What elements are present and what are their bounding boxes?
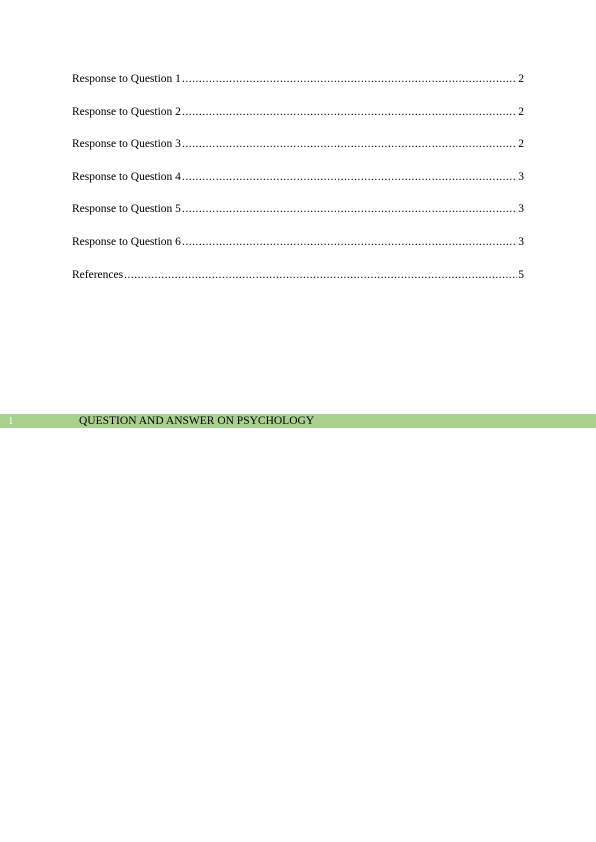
toc-entry-title: Response to Question 4 (72, 170, 181, 183)
toc-entry-page: 2 (518, 73, 524, 85)
running-head: QUESTION AND ANSWER ON PSYCHOLOGY (79, 415, 315, 427)
toc-entry-references[interactable] (72, 266, 524, 299)
toc-entry-question-6[interactable] (72, 233, 524, 266)
toc-entry-question-3[interactable] (72, 135, 524, 168)
toc-entry-page: 5 (518, 268, 524, 281)
table-of-contents (72, 70, 524, 298)
toc-dot-leader (182, 70, 517, 88)
toc-entry-question-4[interactable] (72, 168, 524, 201)
toc-entry-page: 2 (518, 105, 524, 118)
toc-entry-title: Response to Question 2 (72, 105, 181, 118)
toc-entry-page: 2 (518, 138, 524, 151)
toc-dot-leader (182, 135, 517, 153)
toc-entry-title: References (72, 268, 124, 281)
toc-entry-page: 3 (518, 203, 524, 216)
toc-entry-question-1[interactable] (72, 70, 524, 103)
toc-entry-title: Response to Question 5 (72, 203, 181, 216)
toc-dot-leader (182, 200, 517, 218)
toc-dot-leader (182, 168, 517, 186)
page-header-band (0, 414, 596, 428)
toc-dot-leader (124, 266, 517, 284)
toc-entry-question-5[interactable] (72, 200, 524, 233)
toc-dot-leader (182, 233, 517, 251)
toc-entry-title: Response to Question 1 (72, 73, 181, 85)
page-number: 1 (8, 415, 14, 427)
toc-entry-question-2[interactable] (72, 103, 524, 136)
toc-entry-title: Response to Question 3 (72, 138, 181, 151)
toc-entry-page: 3 (518, 170, 524, 183)
toc-entry-title: Response to Question 6 (72, 235, 181, 248)
toc-entry-page: 3 (518, 235, 524, 248)
toc-dot-leader (182, 103, 517, 121)
